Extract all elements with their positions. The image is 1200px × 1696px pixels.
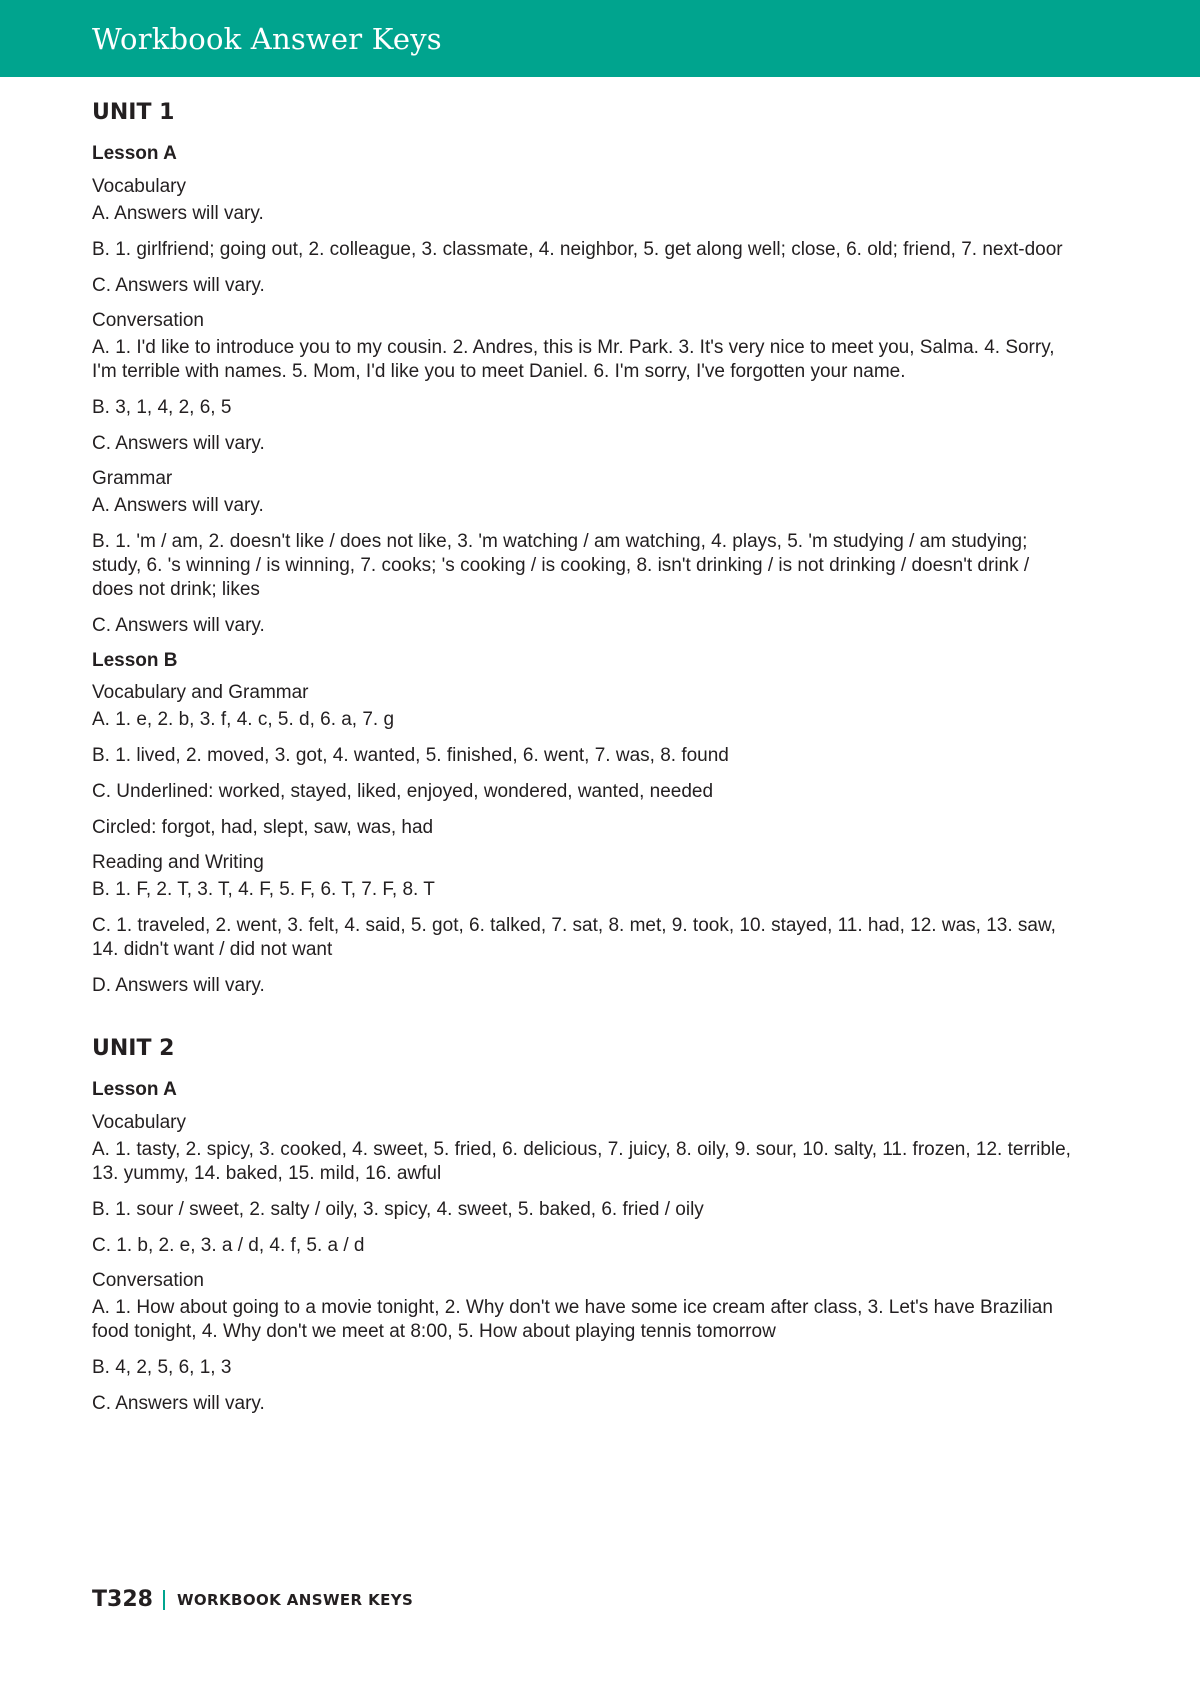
footer-label: WORKBOOK ANSWER KEYS: [176, 1590, 414, 1609]
answer-line: A. 1. I'd like to introduce you to my cousin. 2. Andres, this is Mr. Park. 3. It's very nice to meet you, Salma. 4. Sorry, I'm terrible with names. 5. Mom, I'd like you to meet Daniel. 6. I'm sorry, I've forgotten your name.: [92, 336, 1055, 382]
unit-title: UNIT 1: [92, 100, 175, 125]
answer-line: B. 1. F, 2. T, 3. T, 4. F, 5. F, 6. T, 7. F, 8. T: [92, 878, 435, 900]
section-title: Conversation: [92, 1269, 204, 1291]
section-block: [92, 1270, 1072, 1416]
section-title: Conversation: [92, 309, 204, 331]
lesson-block: [92, 143, 1072, 637]
page-number: T328: [92, 1587, 153, 1612]
answer-line: C. Answers will vary.: [92, 274, 265, 296]
answer-line: C. Answers will vary.: [92, 614, 265, 636]
unit-title: UNIT 2: [92, 1035, 175, 1061]
answer-key-content: [92, 100, 1072, 1454]
answer-line: A. 1. e, 2. b, 3. f, 4. c, 5. d, 6. a, 7. g: [92, 709, 395, 731]
lesson-title: Lesson A: [92, 1079, 177, 1101]
lesson-title: Lesson B: [92, 649, 178, 671]
answer-line: B. 4, 2, 5, 6, 1, 3: [92, 1356, 232, 1378]
answer-line: C. 1. b, 2. e, 3. a / d, 4. f, 5. a / d: [92, 1234, 365, 1256]
answer-line: A. 1. How about going to a movie tonight, 2. Why don't we have some ice cream after class, 3. Let's have Brazilian food tonight, 4. Why don't we meet at 8:00, 5. How about playing tennis tomorrow: [92, 1296, 1053, 1342]
section-block: [92, 682, 1072, 840]
unit-block: [92, 100, 1072, 998]
answer-line: C. Answers will vary.: [92, 432, 265, 454]
section-title: Vocabulary and Grammar: [92, 682, 309, 704]
answer-line: C. 1. traveled, 2. went, 3. felt, 4. said, 5. got, 6. talked, 7. sat, 8. met, 9. took, 10. stayed, 11. had, 12. was, 13. saw, 14. didn't want / did not want: [92, 914, 1056, 960]
unit-block: [92, 1036, 1072, 1416]
answer-line: B. 1. 'm / am, 2. doesn't like / does not like, 3. 'm watching / am watching, 4. plays, 5. 'm studying / am studying; study, 6. 's winning / is winning, 7. cooks; 's cooking / is cooking, 8. isn't drinking / is not drinking / doesn't drink / does not drink; likes: [92, 530, 1030, 600]
section-block: [92, 852, 1072, 998]
section-title: Vocabulary: [92, 1112, 187, 1134]
footer-separator: [163, 1590, 165, 1610]
answer-line: B. 1. girlfriend; going out, 2. colleague, 3. classmate, 4. neighbor, 5. get along well; close, 6. old; friend, 7. next-door: [92, 238, 1063, 260]
answer-line: B. 1. lived, 2. moved, 3. got, 4. wanted, 5. finished, 6. went, 7. was, 8. found: [92, 745, 729, 767]
answer-line: C. Underlined: worked, stayed, liked, enjoyed, wondered, wanted, needed: [92, 781, 714, 803]
lesson-block: [92, 1079, 1072, 1415]
page-header-title: Workbook Answer Keys: [92, 22, 442, 56]
section-title: Vocabulary: [92, 176, 187, 198]
answer-line: A. Answers will vary.: [92, 494, 264, 516]
answer-line: B. 3, 1, 4, 2, 6, 5: [92, 396, 232, 418]
header-bar: [0, 0, 1200, 77]
lesson-block: [92, 650, 1072, 998]
page-footer: [92, 1587, 413, 1612]
section-title: Grammar: [92, 467, 173, 489]
section-block: [92, 176, 1072, 298]
answer-line: A. Answers will vary.: [92, 202, 264, 224]
answer-line: A. 1. tasty, 2. spicy, 3. cooked, 4. sweet, 5. fried, 6. delicious, 7. juicy, 8. oily, 9. sour, 10. salty, 11. frozen, 12. terrible, 13. yummy, 14. baked, 15. mild, 16. awful: [92, 1138, 1071, 1184]
section-block: [92, 1112, 1072, 1258]
section-title: Reading and Writing: [92, 852, 264, 874]
lesson-title: Lesson A: [92, 143, 177, 165]
answer-line: D. Answers will vary.: [92, 974, 265, 996]
answer-line: C. Answers will vary.: [92, 1392, 265, 1414]
section-block: [92, 468, 1072, 638]
answer-line: B. 1. sour / sweet, 2. salty / oily, 3. spicy, 4. sweet, 5. baked, 6. fried / oily: [92, 1198, 704, 1220]
section-block: [92, 310, 1072, 456]
answer-line: Circled: forgot, had, slept, saw, was, had: [92, 817, 434, 839]
